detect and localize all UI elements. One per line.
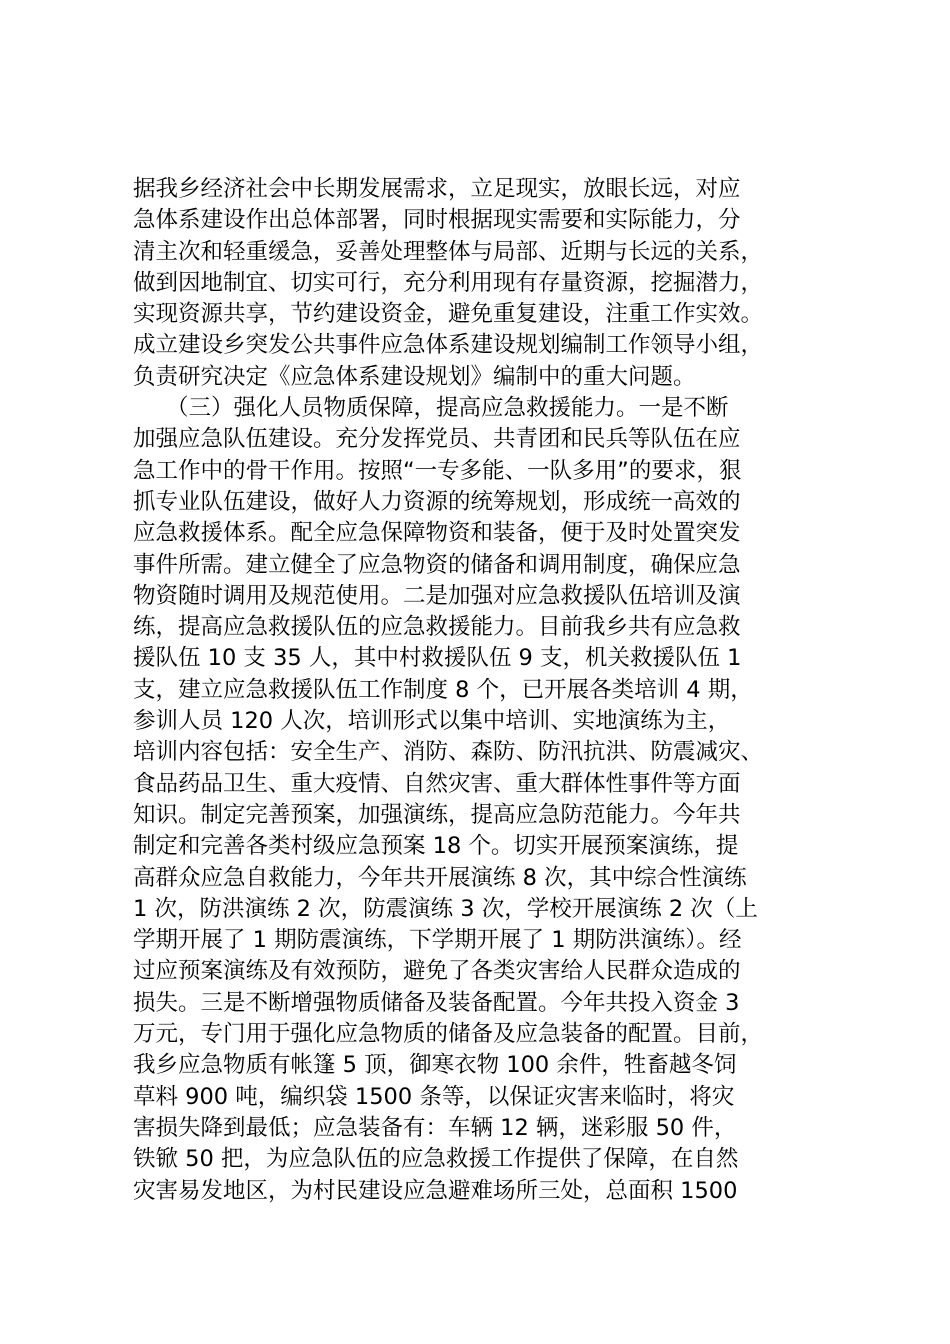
text-line-28: 万元，专门用于强化应急物质的储备及应急装备的配置。目前， (133, 1021, 764, 1048)
text-line-31: 害损失降到最低；应急装备有：车辆 12 辆，迷彩服 50 件， (133, 1114, 737, 1141)
text-line-5: 实现资源共享，节约建设资金，避免重复建设，注重工作实效。 (133, 301, 764, 328)
text-line-15: 练，提高应急救援队伍的应急救援能力。目前我乡共有应急救 (133, 614, 741, 641)
text-line-27: 损失。三是不断增强物质储备及装备配置。今年共投入资金 3 (133, 989, 740, 1016)
text-line-29: 我乡应急物质有帐篷 5 顶，御寒衣物 100 余件，牲畜越冬饲 (133, 1052, 737, 1079)
text-line-7: 负责研究决定《应急体系建设规划》编制中的重大问题。 (133, 363, 696, 390)
text-line-17: 支，建立应急救援队伍工作制度 8 个，已开展各类培训 4 期， (133, 676, 753, 703)
text-line-33: 灾害易发地区，为村民建设应急避难场所三处，总面积 1500 (133, 1177, 738, 1204)
text-line-3: 清主次和轻重缓急，妥善处理整体与局部、近期与长远的关系， (133, 238, 764, 265)
text-line-6: 成立建设乡突发公共事件应急体系建设规划编制工作领导小组， (133, 332, 764, 359)
text-line-16: 援队伍 10 支 35 人，其中村救援队伍 9 支，机关救援队伍 1 (133, 645, 742, 672)
text-line-21: 知识。制定完善预案，加强演练，提高应急防范能力。今年共 (133, 801, 741, 828)
text-line-11: 抓专业队伍建设，做好人力资源的统筹规划，形成统一高效的 (133, 488, 741, 515)
text-line-14: 物资随时调用及规范使用。二是加强对应急救援队伍培训及演 (133, 582, 741, 609)
text-line-25: 学期开展了 1 期防震演练，下学期开展了 1 期防洪演练）。经 (133, 927, 742, 954)
text-line-19: 培训内容包括：安全生产、消防、森防、防汛抗洪、防震减灾、 (133, 739, 764, 766)
text-line-13: 事件所需。建立健全了应急物资的储备和调用制度，确保应急 (133, 551, 741, 578)
text-line-10: 急工作中的骨干作用。按照“一专多能、一队多用”的要求，狠 (133, 457, 742, 484)
text-line-23: 高群众应急自救能力，今年共开展演练 8 次，其中综合性演练 (133, 864, 747, 891)
text-line-18: 参训人员 120 人次，培训形式以集中培训、实地演练为主， (133, 708, 731, 735)
text-line-20: 食品药品卫生、重大疫情、自然灾害、重大群体性事件等方面 (133, 770, 741, 797)
text-line-26: 过应预案演练及有效预防，避免了各类灾害给人民群众造成的 (133, 958, 741, 985)
section-heading-line: （三）强化人员物质保障，提高应急救援能力。一是不断 (166, 395, 729, 422)
text-line-1: 据我乡经济社会中长期发展需求，立足现实，放眼长远，对应 (133, 176, 741, 202)
body-text (133, 174, 853, 1207)
text-line-32: 铁锨 50 把，为应急队伍的应急救援工作提供了保障，在自然 (133, 1146, 739, 1173)
text-line-2: 急体系建设作出总体部署，同时根据现实需要和实际能力，分 (133, 207, 741, 234)
text-line-12: 应急救援体系。配全应急保障物资和装备，便于及时处置突发 (133, 520, 741, 547)
text-line-24: 1 次，防洪演练 2 次，防震演练 3 次，学校开展演练 2 次（上 (133, 895, 758, 922)
text-line-9: 加强应急队伍建设。充分发挥党员、共青团和民兵等队伍在应 (133, 426, 741, 453)
text-line-4: 做到因地制宜、切实可行，充分利用现有存量资源，挖掘潜力， (133, 269, 764, 296)
text-line-22: 制定和完善各类村级应急预案 18 个。切实开展预案演练，提 (133, 833, 739, 860)
text-line-30: 草料 900 吨，编织袋 1500 条等，以保证灾害来临时，将灾 (133, 1083, 735, 1110)
